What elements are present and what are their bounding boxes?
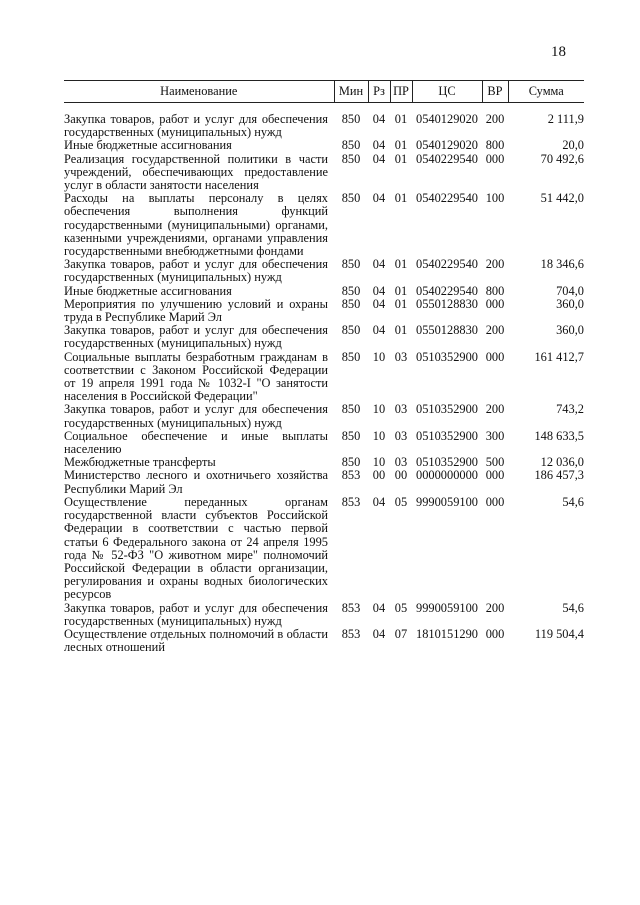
header-min: Мин — [334, 81, 368, 103]
table-row — [64, 430, 584, 456]
cell-sum: 70 492,6 — [540, 151, 584, 166]
table-row — [64, 324, 584, 350]
cell-sum: 12 036,0 — [540, 455, 584, 470]
cell-sum: 18 346,6 — [540, 257, 584, 272]
cell-sum: 743,2 — [556, 402, 584, 417]
table-row — [64, 153, 584, 193]
cell-pr: 07 — [394, 626, 408, 641]
cell-vr: 200 — [485, 112, 505, 126]
cell-rz: 10 — [372, 349, 386, 364]
cell-pr: 01 — [394, 283, 408, 298]
cell-min: 853 — [341, 468, 361, 483]
header-name: Наименование — [64, 81, 334, 103]
cell-rz: 04 — [372, 494, 386, 509]
cell-pr: 00 — [394, 468, 408, 483]
table-header — [64, 81, 584, 103]
cell-min: 850 — [341, 296, 361, 311]
cell-rz: 04 — [372, 283, 386, 298]
cell-pr: 01 — [394, 191, 408, 206]
header-vr: ВР — [482, 81, 508, 103]
cell-cs: 0540229540 — [416, 151, 478, 166]
cell-name: Закупка товаров, работ и услуг для обеспечения государственных (муниципальных) нужд — [64, 323, 328, 351]
cell-vr: 000 — [485, 349, 505, 364]
cell-pr: 03 — [394, 402, 408, 417]
cell-rz: 10 — [372, 428, 386, 443]
cell-name: Осуществление отдельных полномочий в области лесных отношений — [64, 626, 328, 655]
cell-min: 853 — [341, 626, 361, 641]
cell-rz: 04 — [372, 323, 386, 338]
header-cs: ЦС — [412, 81, 482, 103]
cell-rz: 10 — [372, 455, 386, 470]
cell-cs: 9990059100 — [416, 494, 478, 509]
header-sum: Сумма — [508, 81, 584, 103]
cell-min: 850 — [341, 138, 361, 153]
cell-min: 850 — [341, 428, 361, 443]
cell-rz: 04 — [372, 257, 386, 272]
cell-min: 850 — [341, 257, 361, 272]
cell-rz: 00 — [372, 468, 386, 483]
cell-vr: 500 — [485, 455, 505, 470]
cell-vr: 000 — [485, 468, 505, 483]
table-body — [64, 103, 584, 655]
cell-sum: 148 633,5 — [534, 428, 584, 443]
cell-name: Иные бюджетные ассигнования — [64, 138, 232, 153]
cell-name: Закупка товаров, работ и услуг для обеспечения государственных (муниципальных) нужд — [64, 402, 328, 430]
cell-name: Осуществление переданных органам государственной власти субъектов Российской Федерации в соответствии с частью первой статьи 6 Федерального закона от 24 апреля 1995 года № 52-ФЗ "О животном мире" полномочий Российской Федерации в области организации, регулирования и охраны водных биологических ресурсов — [64, 494, 328, 602]
cell-cs: 1810151290 — [416, 626, 478, 641]
cell-cs: 0510352900 — [416, 349, 478, 364]
table-row — [64, 469, 584, 495]
cell-sum: 51 442,0 — [540, 191, 584, 206]
cell-name: Социальное обеспечение и иные выплаты населению — [64, 428, 328, 457]
cell-pr: 01 — [394, 296, 408, 311]
cell-name: Расходы на выплаты персоналу в целях обеспечения выполнения функций государственными (муниципальными) органами, казенными учреждениями, органами управления государственными внебюджетными фондами — [64, 191, 328, 259]
cell-sum: 186 457,3 — [534, 468, 584, 483]
cell-name: Закупка товаров, работ и услуг для обеспечения государственных (муниципальных) нужд — [64, 112, 328, 140]
table-row — [64, 139, 584, 152]
cell-cs: 0540229540 — [416, 191, 478, 206]
cell-pr: 03 — [394, 349, 408, 364]
cell-min: 850 — [341, 323, 361, 338]
cell-min: 850 — [341, 112, 361, 126]
cell-vr: 000 — [485, 626, 505, 641]
cell-sum: 20,0 — [562, 138, 584, 153]
cell-rz: 04 — [372, 112, 386, 126]
cell-pr: 03 — [394, 455, 408, 470]
cell-pr: 03 — [394, 428, 408, 443]
table-row — [64, 602, 584, 628]
cell-vr: 000 — [485, 151, 505, 166]
cell-cs: 0550128830 — [416, 296, 478, 311]
cell-sum: 704,0 — [556, 283, 584, 298]
cell-rz: 04 — [372, 191, 386, 206]
cell-min: 853 — [341, 494, 361, 509]
cell-name: Межбюджетные трансферты — [64, 455, 216, 470]
cell-sum: 119 504,4 — [534, 626, 584, 641]
cell-sum: 360,0 — [556, 296, 584, 311]
cell-rz: 04 — [372, 600, 386, 615]
table-row — [64, 403, 584, 429]
table-row — [64, 192, 584, 258]
cell-vr: 000 — [485, 296, 505, 311]
cell-cs: 0510352900 — [416, 455, 478, 470]
cell-cs: 0540229540 — [416, 283, 478, 298]
cell-cs: 0540129020 — [416, 138, 478, 153]
cell-rz: 04 — [372, 151, 386, 166]
cell-sum: 2 111,9 — [547, 112, 584, 126]
cell-name: Мероприятия по улучшению условий и охраны труда в Республике Марий Эл — [64, 296, 328, 325]
cell-vr: 200 — [485, 323, 505, 338]
cell-pr: 01 — [394, 112, 408, 126]
cell-name: Министерство лесного и охотничьего хозяйства Республики Марий Эл — [64, 468, 328, 496]
cell-pr: 01 — [394, 257, 408, 272]
cell-vr: 200 — [485, 402, 505, 417]
cell-vr: 300 — [485, 428, 505, 443]
cell-vr: 800 — [485, 138, 505, 153]
cell-vr: 100 — [485, 191, 505, 206]
cell-rz: 10 — [372, 402, 386, 417]
cell-pr: 05 — [394, 494, 408, 509]
cell-sum: 54,6 — [562, 600, 584, 615]
budget-table — [64, 80, 584, 654]
cell-vr: 200 — [485, 257, 505, 272]
cell-name: Иные бюджетные ассигнования — [64, 283, 232, 298]
cell-vr: 800 — [485, 283, 505, 298]
cell-pr: 01 — [394, 323, 408, 338]
table-row — [64, 285, 584, 298]
cell-sum: 54,6 — [562, 494, 584, 509]
cell-cs: 9990059100 — [416, 600, 478, 615]
cell-min: 850 — [341, 191, 361, 206]
cell-rz: 04 — [372, 626, 386, 641]
cell-cs: 0550128830 — [416, 323, 478, 338]
cell-pr: 01 — [394, 151, 408, 166]
cell-min: 853 — [341, 600, 361, 615]
table-row — [64, 103, 584, 140]
cell-cs: 0000000000 — [416, 468, 478, 483]
table-row — [64, 298, 584, 324]
page-number: 18 — [551, 44, 566, 60]
cell-min: 850 — [341, 349, 361, 364]
cell-pr: 05 — [394, 600, 408, 615]
cell-min: 850 — [341, 283, 361, 298]
cell-cs: 0540229540 — [416, 257, 478, 272]
cell-cs: 0540129020 — [416, 112, 478, 126]
cell-cs: 0510352900 — [416, 402, 478, 417]
table-row — [64, 628, 584, 654]
cell-vr: 200 — [485, 600, 505, 615]
cell-vr: 000 — [485, 494, 505, 509]
cell-min: 850 — [341, 455, 361, 470]
cell-name: Закупка товаров, работ и услуг для обеспечения государственных (муниципальных) нужд — [64, 600, 328, 628]
header-rz: Рз — [368, 81, 390, 103]
cell-rz: 04 — [372, 296, 386, 311]
table-row — [64, 258, 584, 284]
cell-pr: 01 — [394, 138, 408, 153]
cell-sum: 161 412,7 — [534, 349, 584, 364]
cell-sum: 360,0 — [556, 323, 584, 338]
cell-cs: 0510352900 — [416, 428, 478, 443]
cell-name: Реализация государственной политики в части учреждений, обеспечивающих предоставление услуг в области занятости населения — [64, 151, 328, 193]
table-row — [64, 351, 584, 404]
cell-name: Социальные выплаты безработным гражданам в соответствии с Законом Российской Федерации от 19 апреля 1991 года № 1032-I "О занятости населения в Российской Федерации" — [64, 349, 328, 404]
cell-min: 850 — [341, 402, 361, 417]
cell-rz: 04 — [372, 138, 386, 153]
cell-name: Закупка товаров, работ и услуг для обеспечения государственных (муниципальных) нужд — [64, 257, 328, 285]
cell-min: 850 — [341, 151, 361, 166]
header-pr: ПР — [390, 81, 412, 103]
table-row — [64, 496, 584, 602]
